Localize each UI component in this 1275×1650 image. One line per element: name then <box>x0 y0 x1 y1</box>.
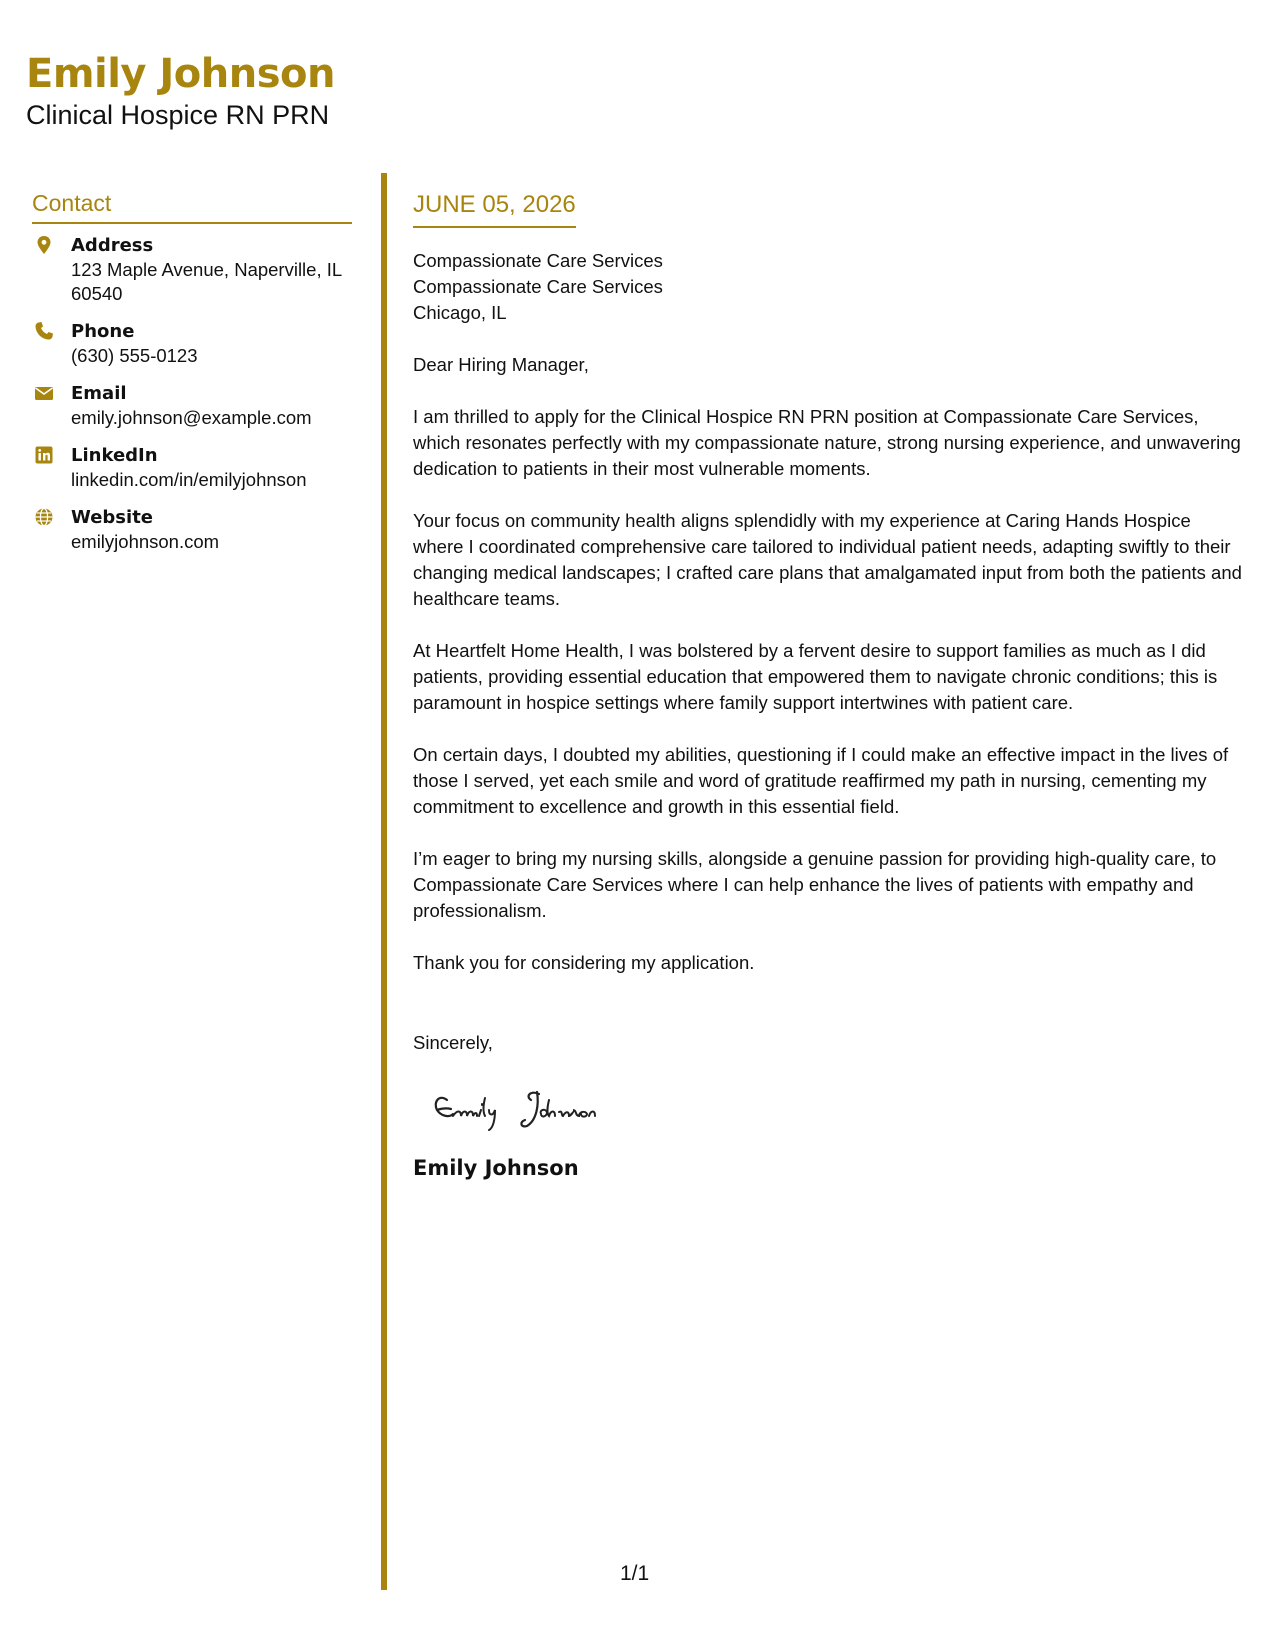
thank-you-paragraph: Thank you for considering my application. <box>413 952 755 973</box>
contact-label: Address <box>71 235 154 256</box>
email-value: emily.johnson@example.com <box>71 407 312 428</box>
envelope-icon <box>34 383 54 403</box>
contact-label: Phone <box>71 321 135 342</box>
contact-item-address <box>32 234 352 306</box>
body-paragraph: I am thrilled to apply for the Clinical Hospice RN PRN position at Compassionate Care Services, which resonates perfectly with my compassionate nature, strong nursing experience, and unwavering dedication to patients in their most vulnerable moments. <box>413 406 1241 479</box>
body-paragraph: At Heartfelt Home Health, I was bolstered by a fervent desire to support families as much as I did patients, providing essential education that empowered them to navigate chronic conditions; this is paramount in hospice settings where family support intertwines with patient care. <box>413 640 1218 713</box>
recipient-line: Compassionate Care Services <box>413 276 663 297</box>
contact-section-title: Contact <box>32 188 352 224</box>
contact-item-email <box>32 382 352 430</box>
website-value: emilyjohnson.com <box>71 531 220 552</box>
body-paragraph: On certain days, I doubted my abilities, questioning if I could make an effective impact in the lives of those I served, yet each smile and word of gratitude reaffirmed my path in nursing, cementing my commitment to excellence and growth in this essential field. <box>413 744 1229 817</box>
body-paragraph: Your focus on community health aligns splendidly with my experience at Caring Hands Hospice where I coordinated comprehensive care tailored to individual patient needs, adapting swiftly to their changing medical landscapes; I crafted care plans that amalgamated input from both the patients and healthcare teams. <box>413 510 1242 609</box>
linkedin-icon <box>34 445 54 465</box>
map-pin-icon <box>34 235 54 255</box>
contact-item-linkedin <box>32 444 352 492</box>
phone-icon <box>34 321 54 341</box>
job-title: Clinical Hospice RN PRN <box>26 100 330 130</box>
header <box>26 50 335 132</box>
vertical-divider <box>381 173 387 1590</box>
signer-name: Emily Johnson <box>413 1156 579 1180</box>
recipient-line: Chicago, IL <box>413 302 507 323</box>
address-value: 123 Maple Avenue, Naperville, IL 60540 <box>71 259 342 304</box>
contact-label: Website <box>71 507 154 528</box>
page-number: 1/1 <box>620 1562 650 1585</box>
body-paragraph: I’m eager to bring my nursing skills, alongside a genuine passion for providing high-quality care, to Compassionate Care Services where I can help enhance the lives of patients with empathy and professionalism. <box>413 848 1217 921</box>
contact-sidebar <box>32 188 352 568</box>
applicant-name: Emily Johnson <box>26 51 336 97</box>
globe-icon <box>34 507 54 527</box>
contact-label: Email <box>71 383 127 404</box>
recipient-block <box>413 248 1243 326</box>
contact-item-phone <box>32 320 352 368</box>
recipient-line: Compassionate Care Services <box>413 250 663 271</box>
closing: Sincerely, <box>413 1032 493 1053</box>
phone-value: (630) 555-0123 <box>71 345 198 366</box>
letter-date: JUNE 05, 2026 <box>413 190 576 228</box>
letter-body <box>413 190 1243 1182</box>
handwritten-signature <box>429 1080 669 1140</box>
salutation: Dear Hiring Manager, <box>413 354 589 375</box>
linkedin-value: linkedin.com/in/emilyjohnson <box>71 469 307 490</box>
contact-label: LinkedIn <box>71 445 158 466</box>
contact-item-website <box>32 506 352 554</box>
